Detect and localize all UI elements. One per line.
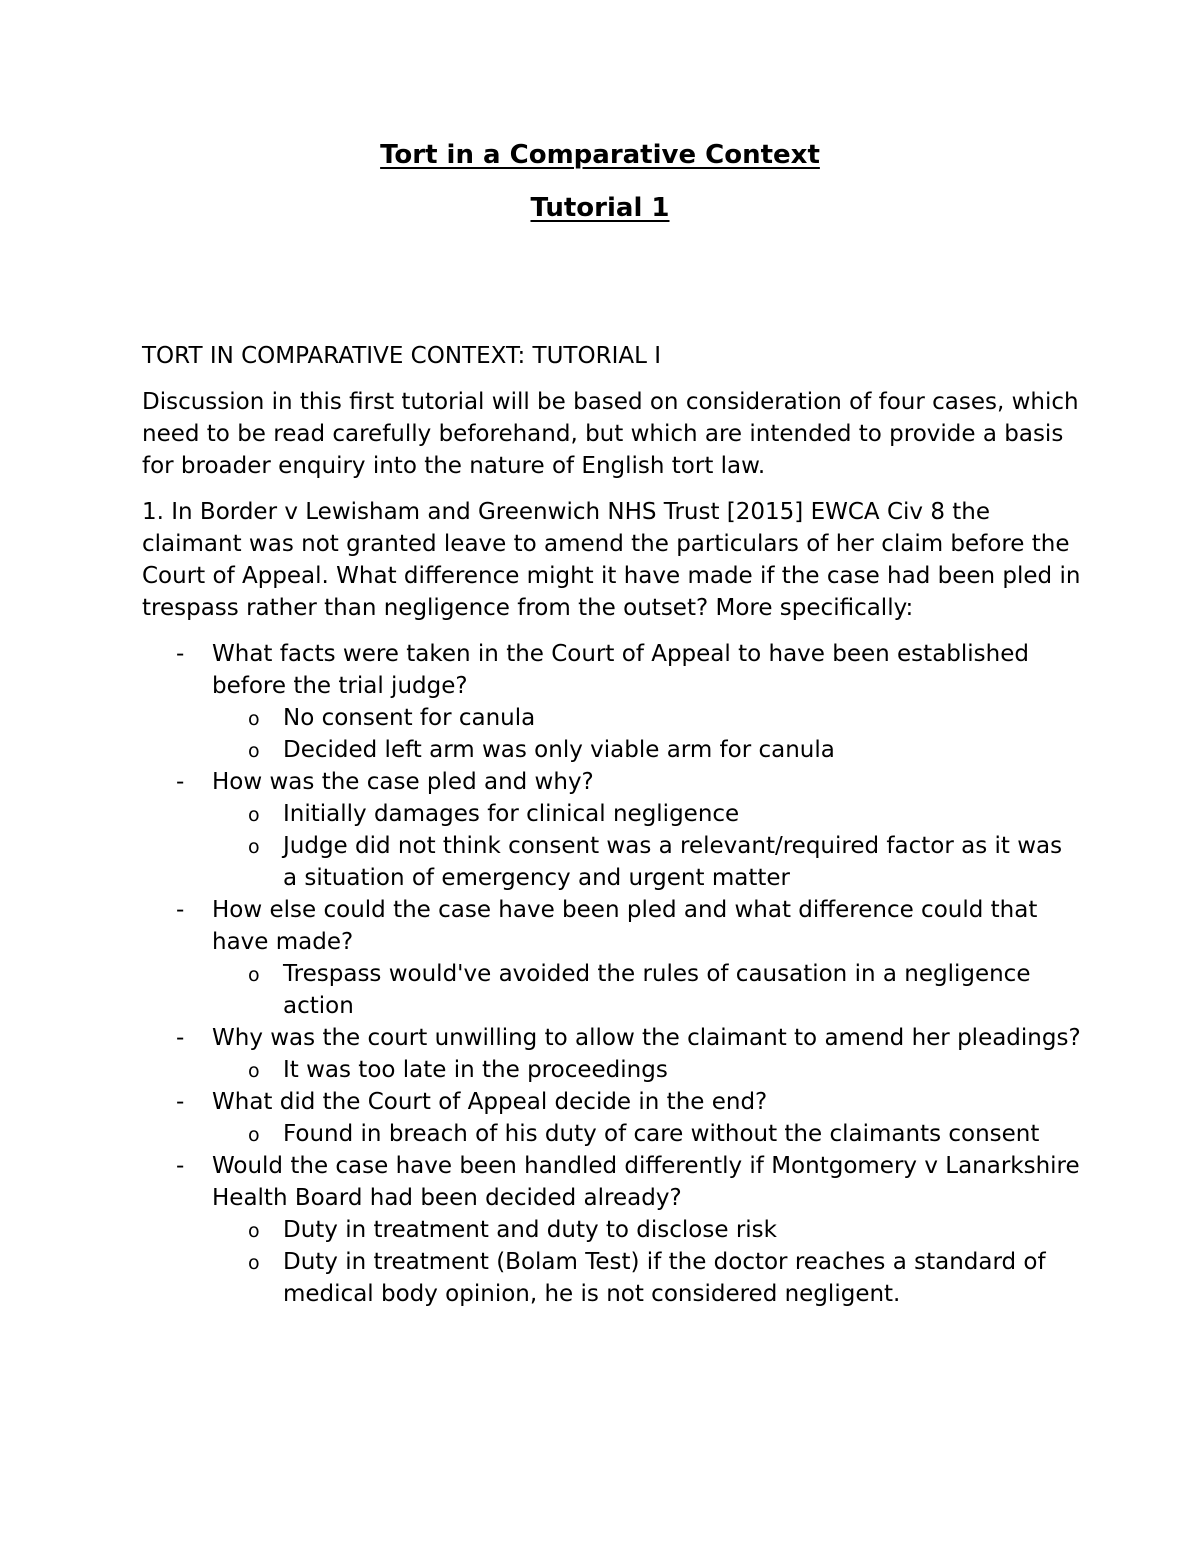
answer-item [212, 1118, 1082, 1150]
question-text: Would the case have been handled differently if Montgomery v Lanarkshire Health Board had been decided already? [212, 1153, 1080, 1211]
circle-bullet-icon: o [248, 1060, 260, 1082]
answer-text: Duty in treatment and duty to disclose risk [283, 1217, 777, 1243]
circle-bullet-icon: o [248, 1220, 260, 1242]
list-item [142, 1150, 1082, 1310]
answer-text: Initially damages for clinical negligence [283, 801, 740, 827]
list-item [142, 894, 1082, 1022]
answer-item [212, 1246, 1082, 1310]
circle-bullet-icon: o [248, 708, 260, 730]
document-title: Tort in a Comparative Context [380, 140, 820, 170]
answer-list [212, 702, 1082, 766]
document-subtitle: Tutorial 1 [530, 193, 670, 223]
circle-bullet-icon: o [248, 1124, 260, 1146]
answer-item [212, 734, 1082, 766]
bullet-dash: - [176, 897, 185, 923]
answer-list [212, 958, 1082, 1022]
bullet-dash: - [176, 1153, 185, 1179]
answer-item [212, 1054, 1082, 1086]
answer-text: Trespass would've avoided the rules of causation in a negligence action [283, 961, 1031, 1019]
document-body [142, 340, 1082, 1310]
question-text: What facts were taken in the Court of Appeal to have been established before the trial judge? [212, 641, 1029, 699]
answer-text: No consent for canula [283, 705, 536, 731]
intro-paragraph: Discussion in this first tutorial will be based on consideration of four cases, which need to be read carefully beforehand, but which are intended to provide a basis for broader enquiry into the nature of English tort law. [142, 389, 1079, 479]
circle-bullet-icon: o [248, 964, 260, 986]
answer-text: Decided left arm was only viable arm for canula [283, 737, 835, 763]
bullet-dash: - [176, 1025, 185, 1051]
answer-list [212, 1054, 1082, 1086]
question-text: How was the case pled and why? [212, 769, 594, 795]
list-item [142, 1086, 1082, 1150]
answer-item [212, 830, 1082, 894]
question-1-paragraph: 1. In Border v Lewisham and Greenwich NHS Trust [2015] EWCA Civ 8 the claimant was not granted leave to amend the particulars of her claim before the Court of Appeal. What difference might it have made if the case had been pled in trespass rather than negligence from the outset? More specifically: [142, 499, 1081, 621]
list-item [142, 766, 1082, 894]
section-heading: TORT IN COMPARATIVE CONTEXT: TUTORIAL I [142, 343, 661, 369]
answer-text: Judge did not think consent was a relevant/required factor as it was a situation of emergency and urgent matter [283, 833, 1063, 891]
circle-bullet-icon: o [248, 1252, 260, 1274]
question-text: Why was the court unwilling to allow the claimant to amend her pleadings? [212, 1025, 1081, 1051]
answer-text: Found in breach of his duty of care without the claimants consent [283, 1121, 1040, 1147]
answer-list [212, 798, 1082, 894]
answer-list [212, 1118, 1082, 1150]
answer-text: Duty in treatment (Bolam Test) if the doctor reaches a standard of medical body opinion, he is not considered negligent. [283, 1249, 1046, 1307]
bullet-dash: - [176, 769, 185, 795]
question-list [142, 638, 1082, 1310]
bullet-dash: - [176, 641, 185, 667]
circle-bullet-icon: o [248, 740, 260, 762]
question-text: What did the Court of Appeal decide in the end? [212, 1089, 768, 1115]
answer-item [212, 958, 1082, 1022]
list-item [142, 1022, 1082, 1086]
list-item [142, 638, 1082, 766]
answer-item [212, 798, 1082, 830]
answer-text: It was too late in the proceedings [283, 1057, 668, 1083]
question-text: How else could the case have been pled and what difference could that have made? [212, 897, 1038, 955]
answer-list [212, 1214, 1082, 1310]
circle-bullet-icon: o [248, 804, 260, 826]
bullet-dash: - [176, 1089, 185, 1115]
answer-item [212, 702, 1082, 734]
circle-bullet-icon: o [248, 836, 260, 858]
answer-item [212, 1214, 1082, 1246]
